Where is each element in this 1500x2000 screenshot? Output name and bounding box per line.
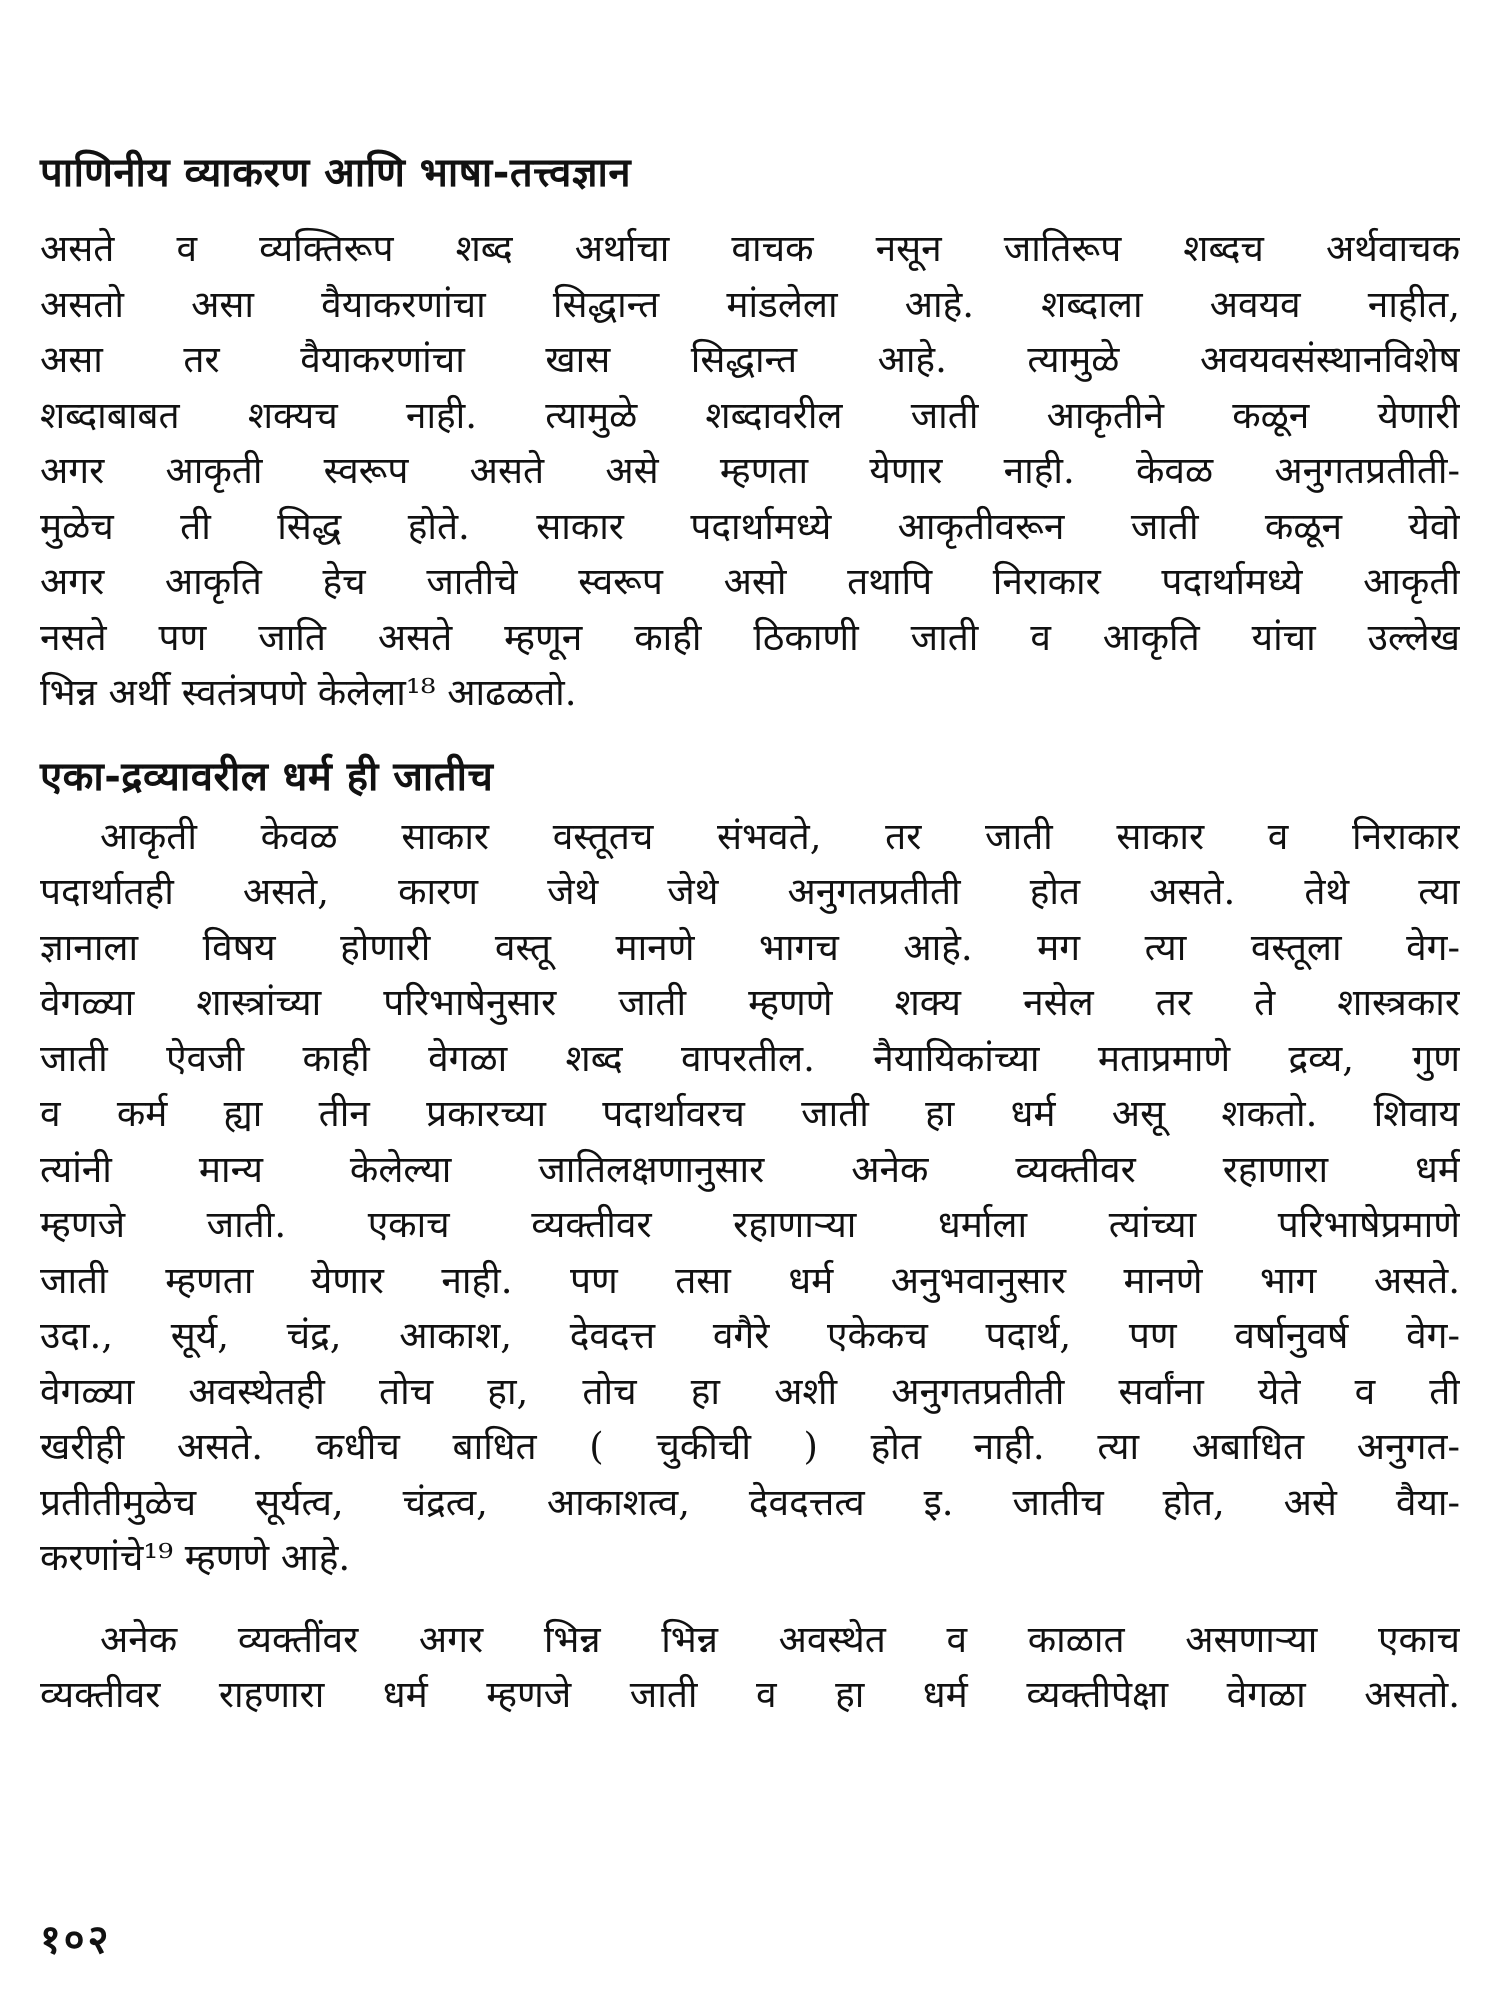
paragraph-2 <box>40 809 1460 1586</box>
paragraph-line: प्रतीतीमुळेच सूर्यत्व, चंद्रत्व, आकाशत्व, देवदत्तत्व इ. जातीच होत, असे वैया- <box>40 1480 1460 1524</box>
page-content <box>40 145 1460 1723</box>
section-heading-1: पाणिनीय व्याकरण आणि भाषा-तत्त्वज्ञान <box>40 150 632 196</box>
page-number: १०२ <box>40 1917 112 1963</box>
paragraph-line: वेगळ्या अवस्थेतही तोच हा, तोच हा अशी अनुगतप्रतीती सर्वांना येते व ती <box>40 1369 1460 1413</box>
paragraph-line: व्यक्तीवर राहणारा धर्म म्हणजे जाती व हा धर्म व्यक्तीपेक्षा वेगळा असतो. <box>40 1673 1460 1716</box>
paragraph-line: शब्दाबाबत शक्यच नाही. त्यामुळे शब्दावरील जाती आकृतीने कळून येणारी <box>40 393 1460 437</box>
paragraph-3 <box>40 1612 1460 1723</box>
paragraph-line: अनेक व्यक्तींवर अगर भिन्न भिन्न अवस्थेत व काळात असणाऱ्या एकाच <box>100 1617 1460 1661</box>
paragraph-line: म्हणजे जाती. एकाच व्यक्तीवर रहाणाऱ्या धर्माला त्यांच्या परिभाषेप्रमाणे <box>40 1203 1460 1246</box>
paragraph-1 <box>40 221 1460 721</box>
paragraph-line: मुळेच ती सिद्ध होते. साकार पदार्थामध्ये आकृतीवरून जाती कळून येवो <box>40 504 1460 548</box>
paragraph-line: वेगळ्या शास्त्रांच्या परिभाषेनुसार जाती म्हणणे शक्य नसेल तर ते शास्त्रकार <box>40 981 1460 1024</box>
paragraph-line: असतो असा वैयाकरणांचा सिद्धान्त मांडलेला आहे. शब्दाला अवयव नाहीत, <box>40 282 1460 326</box>
paragraph-line: आकृती केवळ साकार वस्तूतच संभवते, तर जाती साकार व निराकार <box>100 814 1460 858</box>
paragraph-line: त्यांनी मान्य केलेल्या जातिलक्षणानुसार अनेक व्यक्तीवर रहाणारा धर्म <box>40 1147 1460 1191</box>
paragraph-gap <box>40 1586 1460 1612</box>
paragraph-line: उदा., सूर्य, चंद्र, आकाश, देवदत्त वगैरे एकेकच पदार्थ, पण वर्षानुवर्ष वेग- <box>40 1314 1460 1357</box>
paragraph-line: नसते पण जाति असते म्हणून काही ठिकाणी जाती व आकृति यांचा उल्लेख <box>40 615 1460 659</box>
paragraph-line: व कर्म ह्या तीन प्रकारच्या पदार्थावरच जाती हा धर्म असू शकतो. शिवाय <box>40 1092 1460 1135</box>
paragraph-line: असते व व्यक्तिरूप शब्द अर्थाचा वाचक नसून जातिरूप शब्दच अर्थवाचक <box>40 227 1460 270</box>
paragraph-line: अगर आकृती स्वरूप असते असे म्हणता येणार नाही. केवळ अनुगतप्रतीती- <box>40 449 1460 492</box>
section-heading-2: एका-द्रव्यावरील धर्म ही जातीच <box>40 753 494 800</box>
paragraph-line: ज्ञानाला विषय होणारी वस्तू मानणे भागच आहे. मग त्या वस्तूला वेग- <box>40 925 1460 969</box>
paragraph-line: जाती ऐवजी काही वेगळा शब्द वापरतील. नैयायिकांच्या मताप्रमाणे द्रव्य, गुण <box>40 1036 1460 1080</box>
paragraph-line: जाती म्हणता येणार नाही. पण तसा धर्म अनुभवानुसार मानणे भाग असते. <box>40 1258 1460 1302</box>
paragraph-line: खरीही असते. कधीच बाधित ( चुकीची ) होत नाही. त्या अबाधित अनुगत- <box>40 1425 1460 1468</box>
paragraph-line: भिन्न अर्थी स्वतंत्रपणे केलेला¹⁸ आढळतो. <box>40 671 577 714</box>
paragraph-line: करणांचे¹⁹ म्हणणे आहे. <box>40 1536 351 1579</box>
paragraph-line: पदार्थातही असते, कारण जेथे जेथे अनुगतप्रतीती होत असते. तेथे त्या <box>40 870 1460 913</box>
paragraph-line: अगर आकृति हेच जातीचे स्वरूप असो तथापि निराकार पदार्थामध्ये आकृती <box>40 560 1460 603</box>
paragraph-line: असा तर वैयाकरणांचा खास सिद्धान्त आहे. त्यामुळे अवयवसंस्थानविशेष <box>40 338 1460 381</box>
